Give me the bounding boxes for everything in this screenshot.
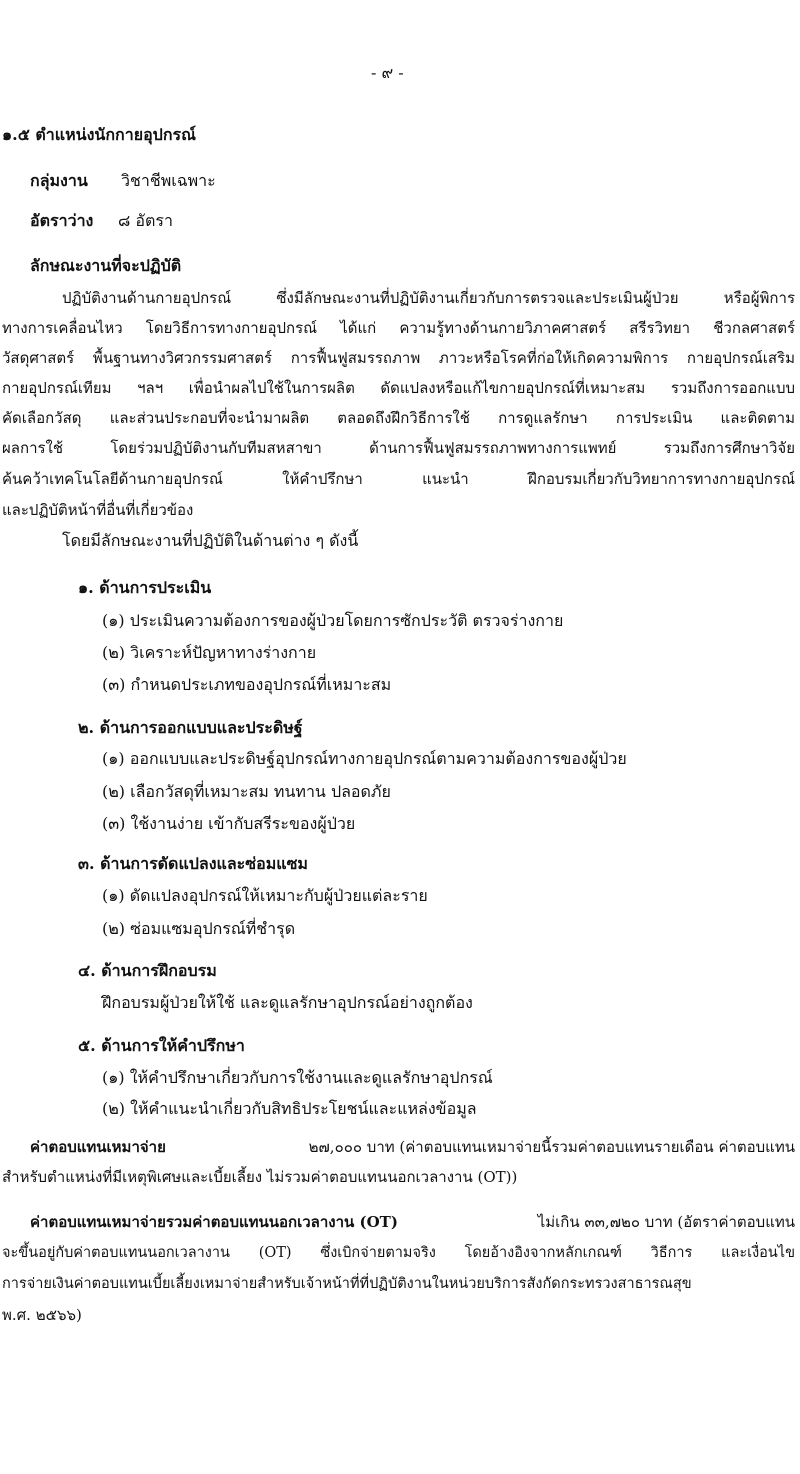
area-item: (๑) ดัดแปลงอุปกรณ์ให้เหมาะกับผู้ป่วยแต่ละราย [102,886,428,905]
intro-line: ค้นคว้าเทคโนโลยีด้านกายอุปกรณ์ ให้คำปรึกษา แนะนำ ฝึกอบรมเกี่ยวกับวิทยาการทางกายอุปกรณ์ [2,470,795,488]
pay-label: ค่าตอบแทนเหมาจ่ายรวมค่าตอบแทนนอกเวลางาน (OT) [30,1213,398,1231]
group-label: กลุ่มงาน [30,171,88,190]
intro-line: ปฏิบัติงานด้านกายอุปกรณ์ ซึ่งมีลักษณะงานที่ปฏิบัติงานเกี่ยวกับการตรวจและประเมินผู้ป่วย หรือผู้พิการ [62,289,795,307]
intro-line: ผลการใช้ โดยร่วมปฏิบัติงานกับทีมสหสาขา ด้านการฟื้นฟูสมรรถภาพทางการแพทย์ รวมถึงการศึกษาวิจัย [2,439,795,457]
duties-heading: ลักษณะงานที่จะปฏิบัติ [30,256,182,275]
vacancy-value: ๘ อัตรา [118,211,174,230]
pay-line: สำหรับตำแหน่งที่มีเหตุพิเศษและเบี้ยเลี้ยง ไม่รวมค่าตอบแทนนอกเวลางาน (OT)) [2,1168,518,1186]
pay-label: ค่าตอบแทนเหมาจ่าย [30,1138,166,1156]
intro-line: คัดเลือกวัสดุ และส่วนประกอบที่จะนำมาผลิต ตลอดถึงฝึกวิธีการใช้ การดูแลรักษา การประเมิน และติดตาม [2,409,795,427]
intro-followup: โดยมีลักษณะงานที่ปฏิบัติในด้านต่าง ๆ ดังนี้ [62,531,359,550]
page-number: - ๙ - [371,63,404,82]
area-item: (๑) ประเมินความต้องการของผู้ป่วยโดยการซักประวัติ ตรวจร่างกาย [102,611,564,630]
pay-line [30,1211,795,1233]
vacancy-label: อัตราว่าง [30,211,94,230]
section-title: ๑.๕ ตำแหน่งนักกายอุปกรณ์ [2,125,196,144]
area-heading: ๑. ด้านการประเมิน [78,578,212,597]
area-item: (๒) ให้คำแนะนำเกี่ยวกับสิทธิประโยชน์และแหล่งข้อมูล [102,1099,477,1118]
group-value: วิชาชีพเฉพาะ [121,171,216,190]
area-item: (๑) ให้คำปรึกษาเกี่ยวกับการใช้งานและดูแลรักษาอุปกรณ์ [102,1068,493,1087]
pay-text: ๒๗,๐๐๐ บาท (ค่าตอบแทนเหมาจ่ายนี้รวมค่าตอบแทนรายเดือน ค่าตอบแทน [308,1138,795,1156]
intro-line: กายอุปกรณ์เทียม ฯลฯ เพื่อนำผลไปใช้ในการผลิต ดัดแปลงหรือแก้ไขกายอุปกรณ์ที่เหมาะสม รวมถึงการออกแบบ [2,379,795,397]
pay-line [30,1136,795,1158]
area-item: (๑) ออกแบบและประดิษฐ์อุปกรณ์ทางกายอุปกรณ์ตามความต้องการของผู้ป่วย [102,749,627,768]
pay-line: การจ่ายเงินค่าตอบแทนเบี้ยเลี้ยงเหมาจ่ายสำหรับเจ้าหน้าที่ที่ปฏิบัติงานในหน่วยบริการสังกัดกระทรวงสาธารณสุข [2,1276,692,1292]
area-item: (๒) วิเคราะห์ปัญหาทางร่างกาย [102,643,317,662]
area-item: ฝึกอบรมผู้ป่วยให้ใช้ และดูแลรักษาอุปกรณ์อย่างถูกต้อง [102,993,473,1012]
intro-line: วัสดุศาสตร์ พื้นฐานทางวิศวกรรมศาสตร์ การฟื้นฟูสมรรถภาพ ภาวะหรือโรคที่ก่อให้เกิดความพิการ กายอุปกรณ์เสริม [2,349,795,367]
area-item: (๒) เลือกวัสดุที่เหมาะสม ทนทาน ปลอดภัย [102,782,391,801]
pay-line: พ.ศ. ๒๕๖๖) [2,1306,82,1324]
area-heading: ๓. ด้านการดัดแปลงและซ่อมแซม [78,854,308,873]
area-item: (๓) กำหนดประเภทของอุปกรณ์ที่เหมาะสม [102,675,392,694]
pay-line: จะขึ้นอยู่กับค่าตอบแทนนอกเวลางาน (OT) ซึ่งเบิกจ่ายตามจริง โดยอ้างอิงจากหลักเกณฑ์ วิธีการ และเงื่อนไข [2,1245,795,1261]
area-heading: ๒. ด้านการออกแบบและประดิษฐ์ [78,718,303,737]
area-item: (๒) ซ่อมแซมอุปกรณ์ที่ชำรุด [102,919,296,938]
area-heading: ๕. ด้านการให้คำปรึกษา [78,1036,245,1055]
intro-line: และปฏิบัติหน้าที่อื่นที่เกี่ยวข้อง [2,501,194,519]
area-heading: ๔. ด้านการฝึกอบรม [78,961,217,980]
area-item: (๓) ใช้งานง่าย เข้ากับสรีระของผู้ป่วย [102,814,356,833]
pay-text: ไม่เกิน ๓๓,๗๒๐ บาท (อัตราค่าตอบแทน [537,1213,795,1231]
intro-line: ทางการเคลื่อนไหว โดยวิธีการทางกายอุปกรณ์ ได้แก่ ความรู้ทางด้านกายวิภาคศาสตร์ สรีรวิทยา ชีวกลศาสตร์ [2,319,795,337]
